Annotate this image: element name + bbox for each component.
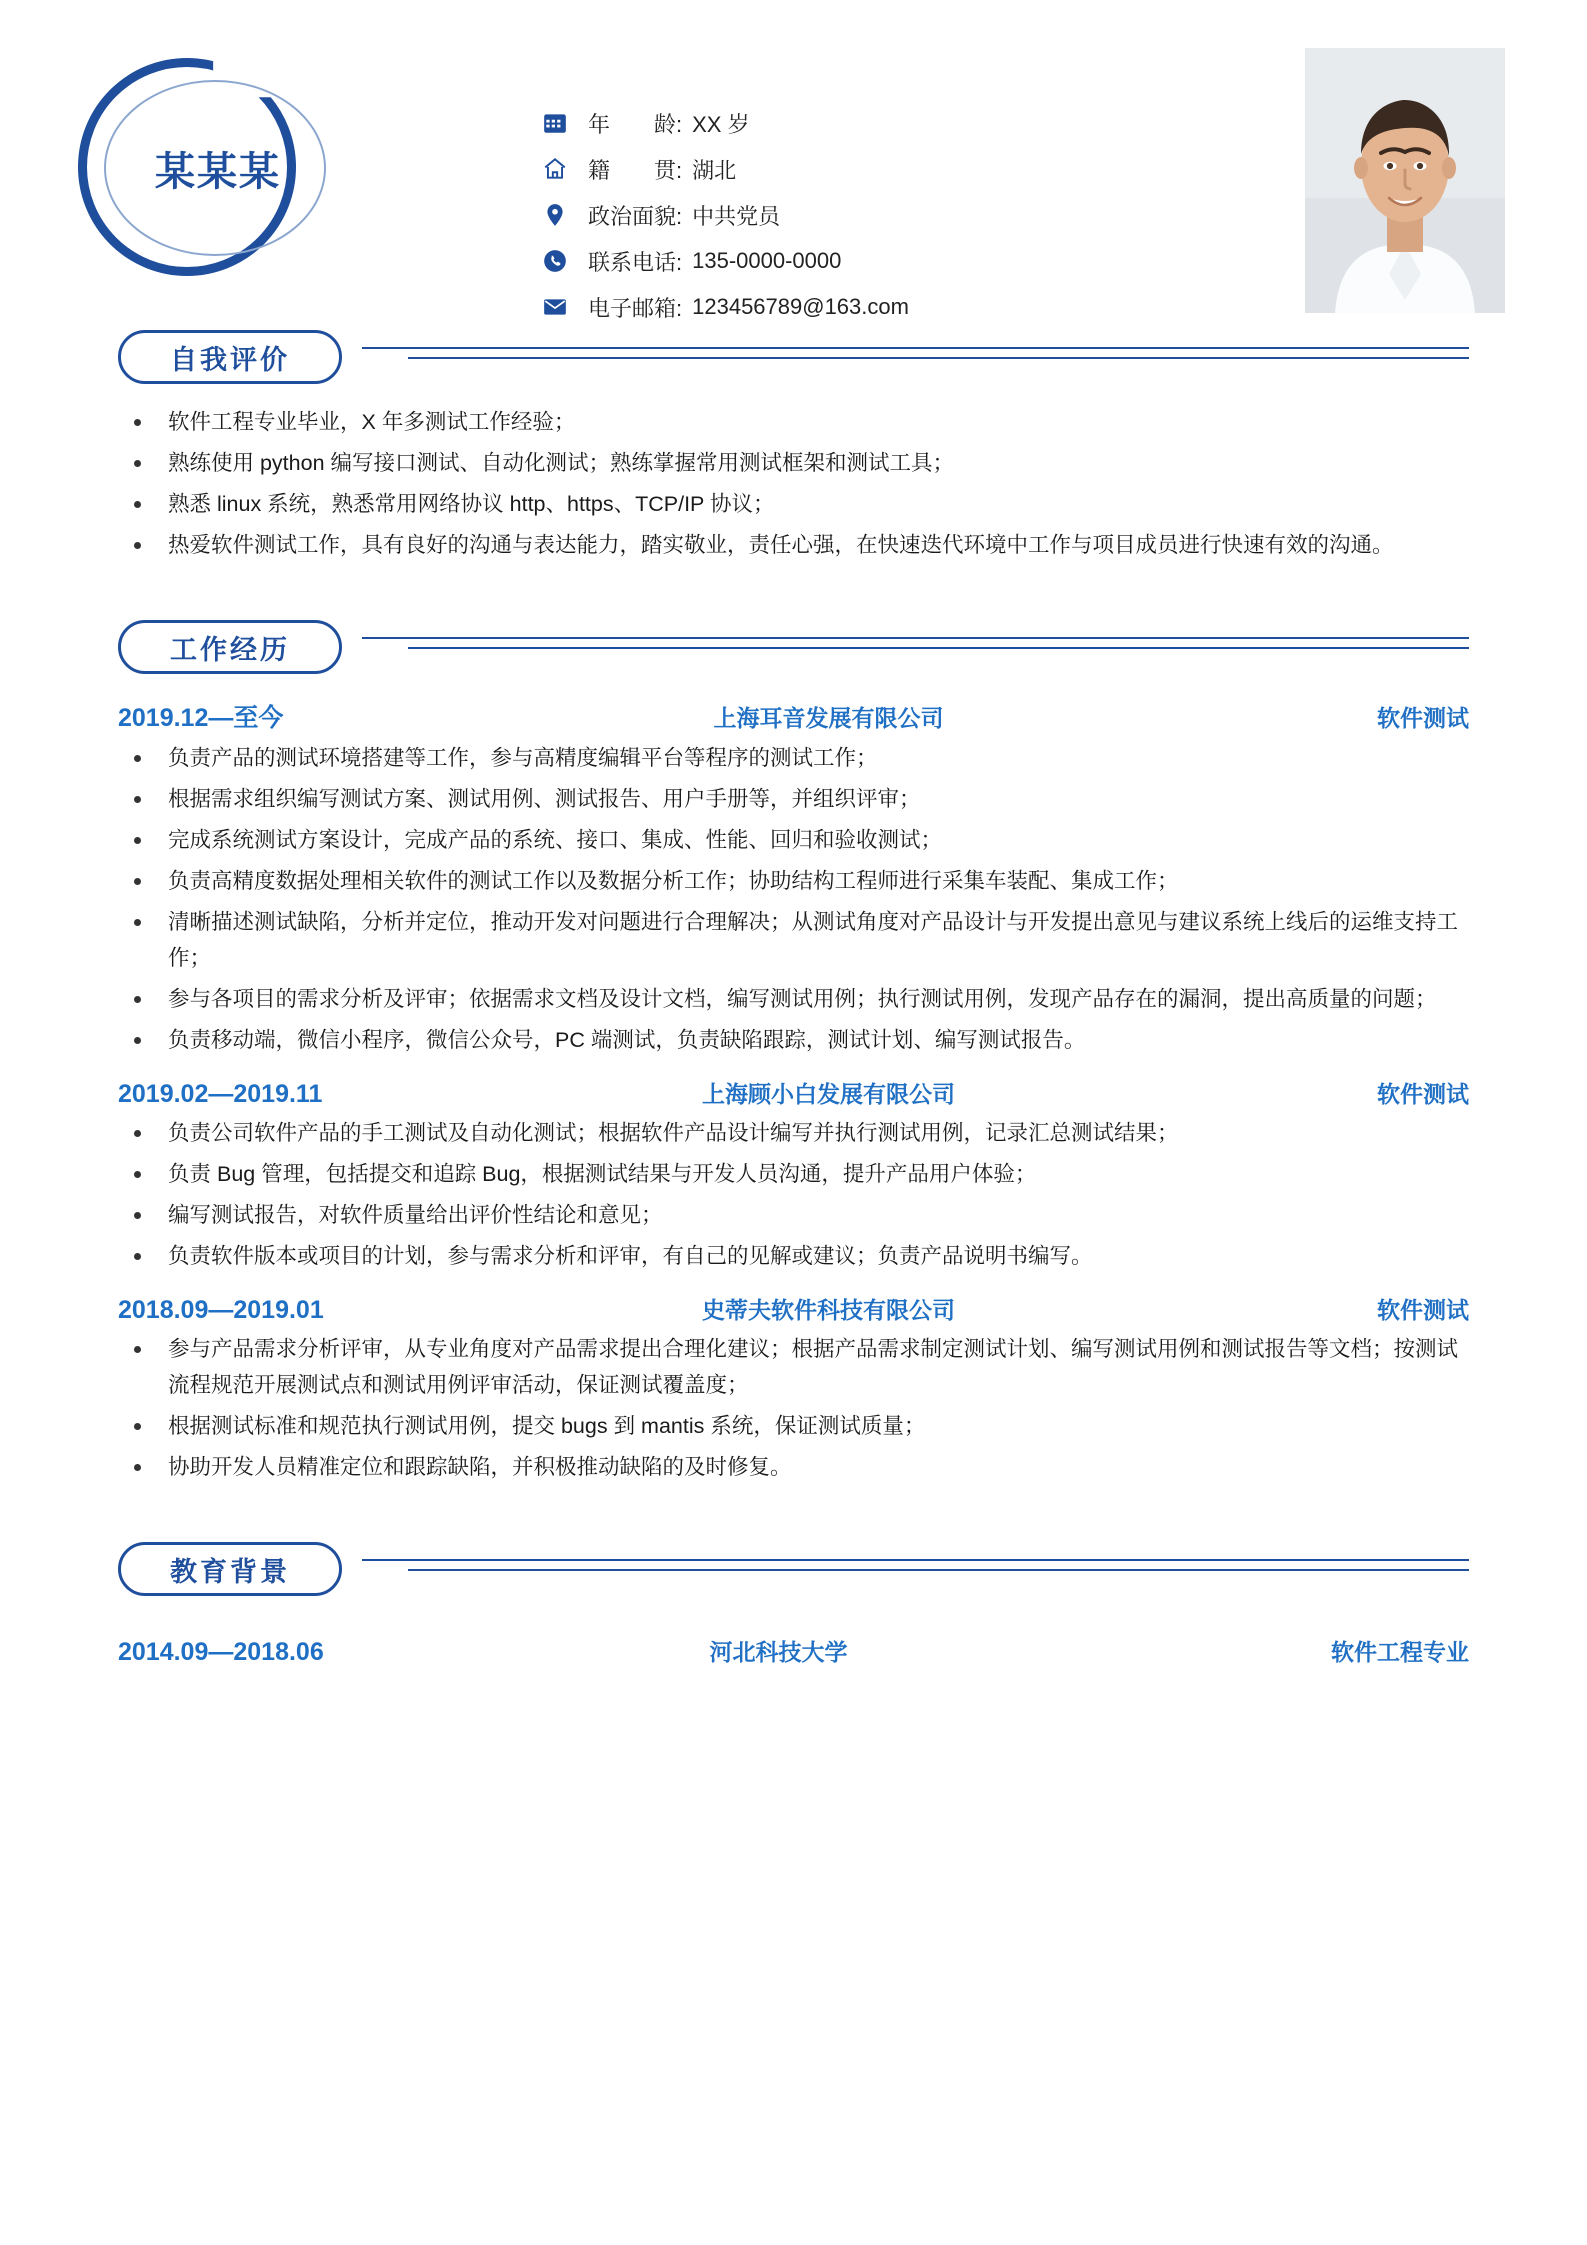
name-badge <box>78 58 356 276</box>
info-label-age: 年 龄: <box>588 111 683 137</box>
list-item: 根据测试标准和规范执行测试用例，提交 bugs 到 mantis 系统，保证测试质量； <box>168 1408 1469 1444</box>
education-major: 软件工程专业 <box>1331 1639 1469 1665</box>
info-row-phone <box>540 238 1160 284</box>
section-head-work-experience <box>0 620 1587 680</box>
section-head-education <box>0 1542 1587 1602</box>
avatar <box>1305 48 1505 313</box>
job-role: 软件测试 <box>1377 705 1469 731</box>
list-item: 完成系统测试方案设计，完成产品的系统、接口、集成、性能、回归和验收测试； <box>168 822 1469 858</box>
job-duties-list <box>0 740 1587 1058</box>
section-head-self-evaluation <box>0 330 1587 390</box>
info-label-political: 政治面貌: <box>588 203 683 229</box>
list-item: 参与各项目的需求分析及评审；依据需求文档及设计文档，编写测试用例；执行测试用例，发现产品存在的漏洞，提出高质量的问题； <box>168 981 1469 1017</box>
job-role: 软件测试 <box>1377 1081 1469 1107</box>
section-divider <box>362 637 1469 657</box>
job-company: 上海顾小白发展有限公司 <box>702 1081 955 1107</box>
list-item: 负责产品的测试环境搭建等工作，参与高精度编辑平台等程序的测试工作； <box>168 740 1469 776</box>
job-entry <box>0 1076 1587 1274</box>
info-value-email: 123456789@163.com <box>692 294 909 319</box>
list-item: 清晰描述测试缺陷，分析并定位，推动开发对问题进行合理解决；从测试角度对产品设计与开发提出意见与建议系统上线后的运维支持工作； <box>168 904 1469 976</box>
job-period: 2019.02—2019.11 <box>118 1080 323 1108</box>
section-title-self-evaluation: 自我评价 <box>170 344 290 375</box>
info-label-hometown: 籍 贯: <box>588 157 683 183</box>
list-item: 负责移动端，微信小程序，微信公众号，PC 端测试，负责缺陷跟踪，测试计划、编写测试报告。 <box>168 1022 1469 1058</box>
job-duties-list <box>0 1331 1587 1485</box>
list-item: 根据需求组织编写测试方案、测试用例、测试报告、用户手册等，并组织评审； <box>168 781 1469 817</box>
section-title-work-experience: 工作经历 <box>170 634 290 665</box>
section-divider <box>362 347 1469 367</box>
job-role: 软件测试 <box>1377 1297 1469 1323</box>
list-item: 参与产品需求分析评审，从专业角度对产品需求提出合理化建议；根据产品需求制定测试计划、编写测试用例和测试报告等文档；按测试流程规范开展测试点和测试用例评审活动，保证测试覆盖度； <box>168 1331 1469 1403</box>
list-item: 负责公司软件产品的手工测试及自动化测试；根据软件产品设计编写并执行测试用例，记录汇总测试结果； <box>168 1115 1469 1151</box>
list-item: 软件工程专业毕业，X 年多测试工作经验； <box>168 404 1469 440</box>
job-header <box>0 1292 1587 1325</box>
section-pill-education <box>118 1542 342 1596</box>
info-row-age <box>540 100 1160 146</box>
section-pill-work-experience <box>118 620 342 674</box>
job-period: 2019.12—至今 <box>118 704 284 732</box>
contact-info-list <box>540 100 1160 330</box>
info-value-age: XX 岁 <box>692 111 750 137</box>
info-row-hometown <box>540 146 1160 192</box>
job-company: 上海耳音发展有限公司 <box>713 705 944 731</box>
section-title-education: 教育背景 <box>170 1556 290 1587</box>
list-item: 编写测试报告，对软件质量给出评价性结论和意见； <box>168 1197 1469 1233</box>
location-icon <box>540 200 570 230</box>
info-label-phone: 联系电话: <box>588 249 683 275</box>
section-pill-self-evaluation <box>118 330 342 384</box>
section-divider <box>362 1559 1469 1579</box>
education-period: 2014.09—2018.06 <box>118 1638 324 1666</box>
info-label-email: 电子邮箱: <box>588 295 683 321</box>
job-header <box>0 1076 1587 1109</box>
info-value-hometown: 湖北 <box>692 157 737 183</box>
job-entry <box>0 1292 1587 1485</box>
calendar-icon <box>540 108 570 138</box>
info-row-email <box>540 284 1160 330</box>
phone-icon <box>540 246 570 276</box>
list-item: 熟悉 linux 系统，熟悉常用网络协议 http、https、TCP/IP 协议； <box>168 486 1469 522</box>
list-item: 负责软件版本或项目的计划，参与需求分析和评审，有自己的见解或建议；负责产品说明书编写。 <box>168 1238 1469 1274</box>
resume-header <box>0 0 1587 330</box>
list-item: 负责高精度数据处理相关软件的测试工作以及数据分析工作；协助结构工程师进行采集车装配、集成工作； <box>168 863 1469 899</box>
mail-icon <box>540 292 570 322</box>
job-entry <box>0 698 1587 1058</box>
job-company: 史蒂夫软件科技有限公司 <box>702 1297 955 1323</box>
info-value-political: 中共党员 <box>692 203 781 229</box>
list-item: 协助开发人员精准定位和跟踪缺陷，并积极推动缺陷的及时修复。 <box>168 1449 1469 1485</box>
education-entry <box>0 1616 1587 1667</box>
job-period: 2018.09—2019.01 <box>118 1296 324 1324</box>
education-school: 河北科技大学 <box>709 1639 848 1665</box>
job-duties-list <box>0 1115 1587 1274</box>
self-evaluation-list <box>0 404 1587 563</box>
job-header <box>0 698 1587 734</box>
list-item: 负责 Bug 管理，包括提交和追踪 Bug，根据测试结果与开发人员沟通，提升产品用户体验； <box>168 1156 1469 1192</box>
candidate-name: 某某某 <box>155 150 281 194</box>
info-row-political <box>540 192 1160 238</box>
home-icon <box>540 154 570 184</box>
info-value-phone: 135-0000-0000 <box>692 248 842 273</box>
list-item: 热爱软件测试工作，具有良好的沟通与表达能力，踏实敬业，责任心强，在快速迭代环境中工作与项目成员进行快速有效的沟通。 <box>168 527 1469 563</box>
list-item: 熟练使用 python 编写接口测试、自动化测试；熟练掌握常用测试框架和测试工具； <box>168 445 1469 481</box>
